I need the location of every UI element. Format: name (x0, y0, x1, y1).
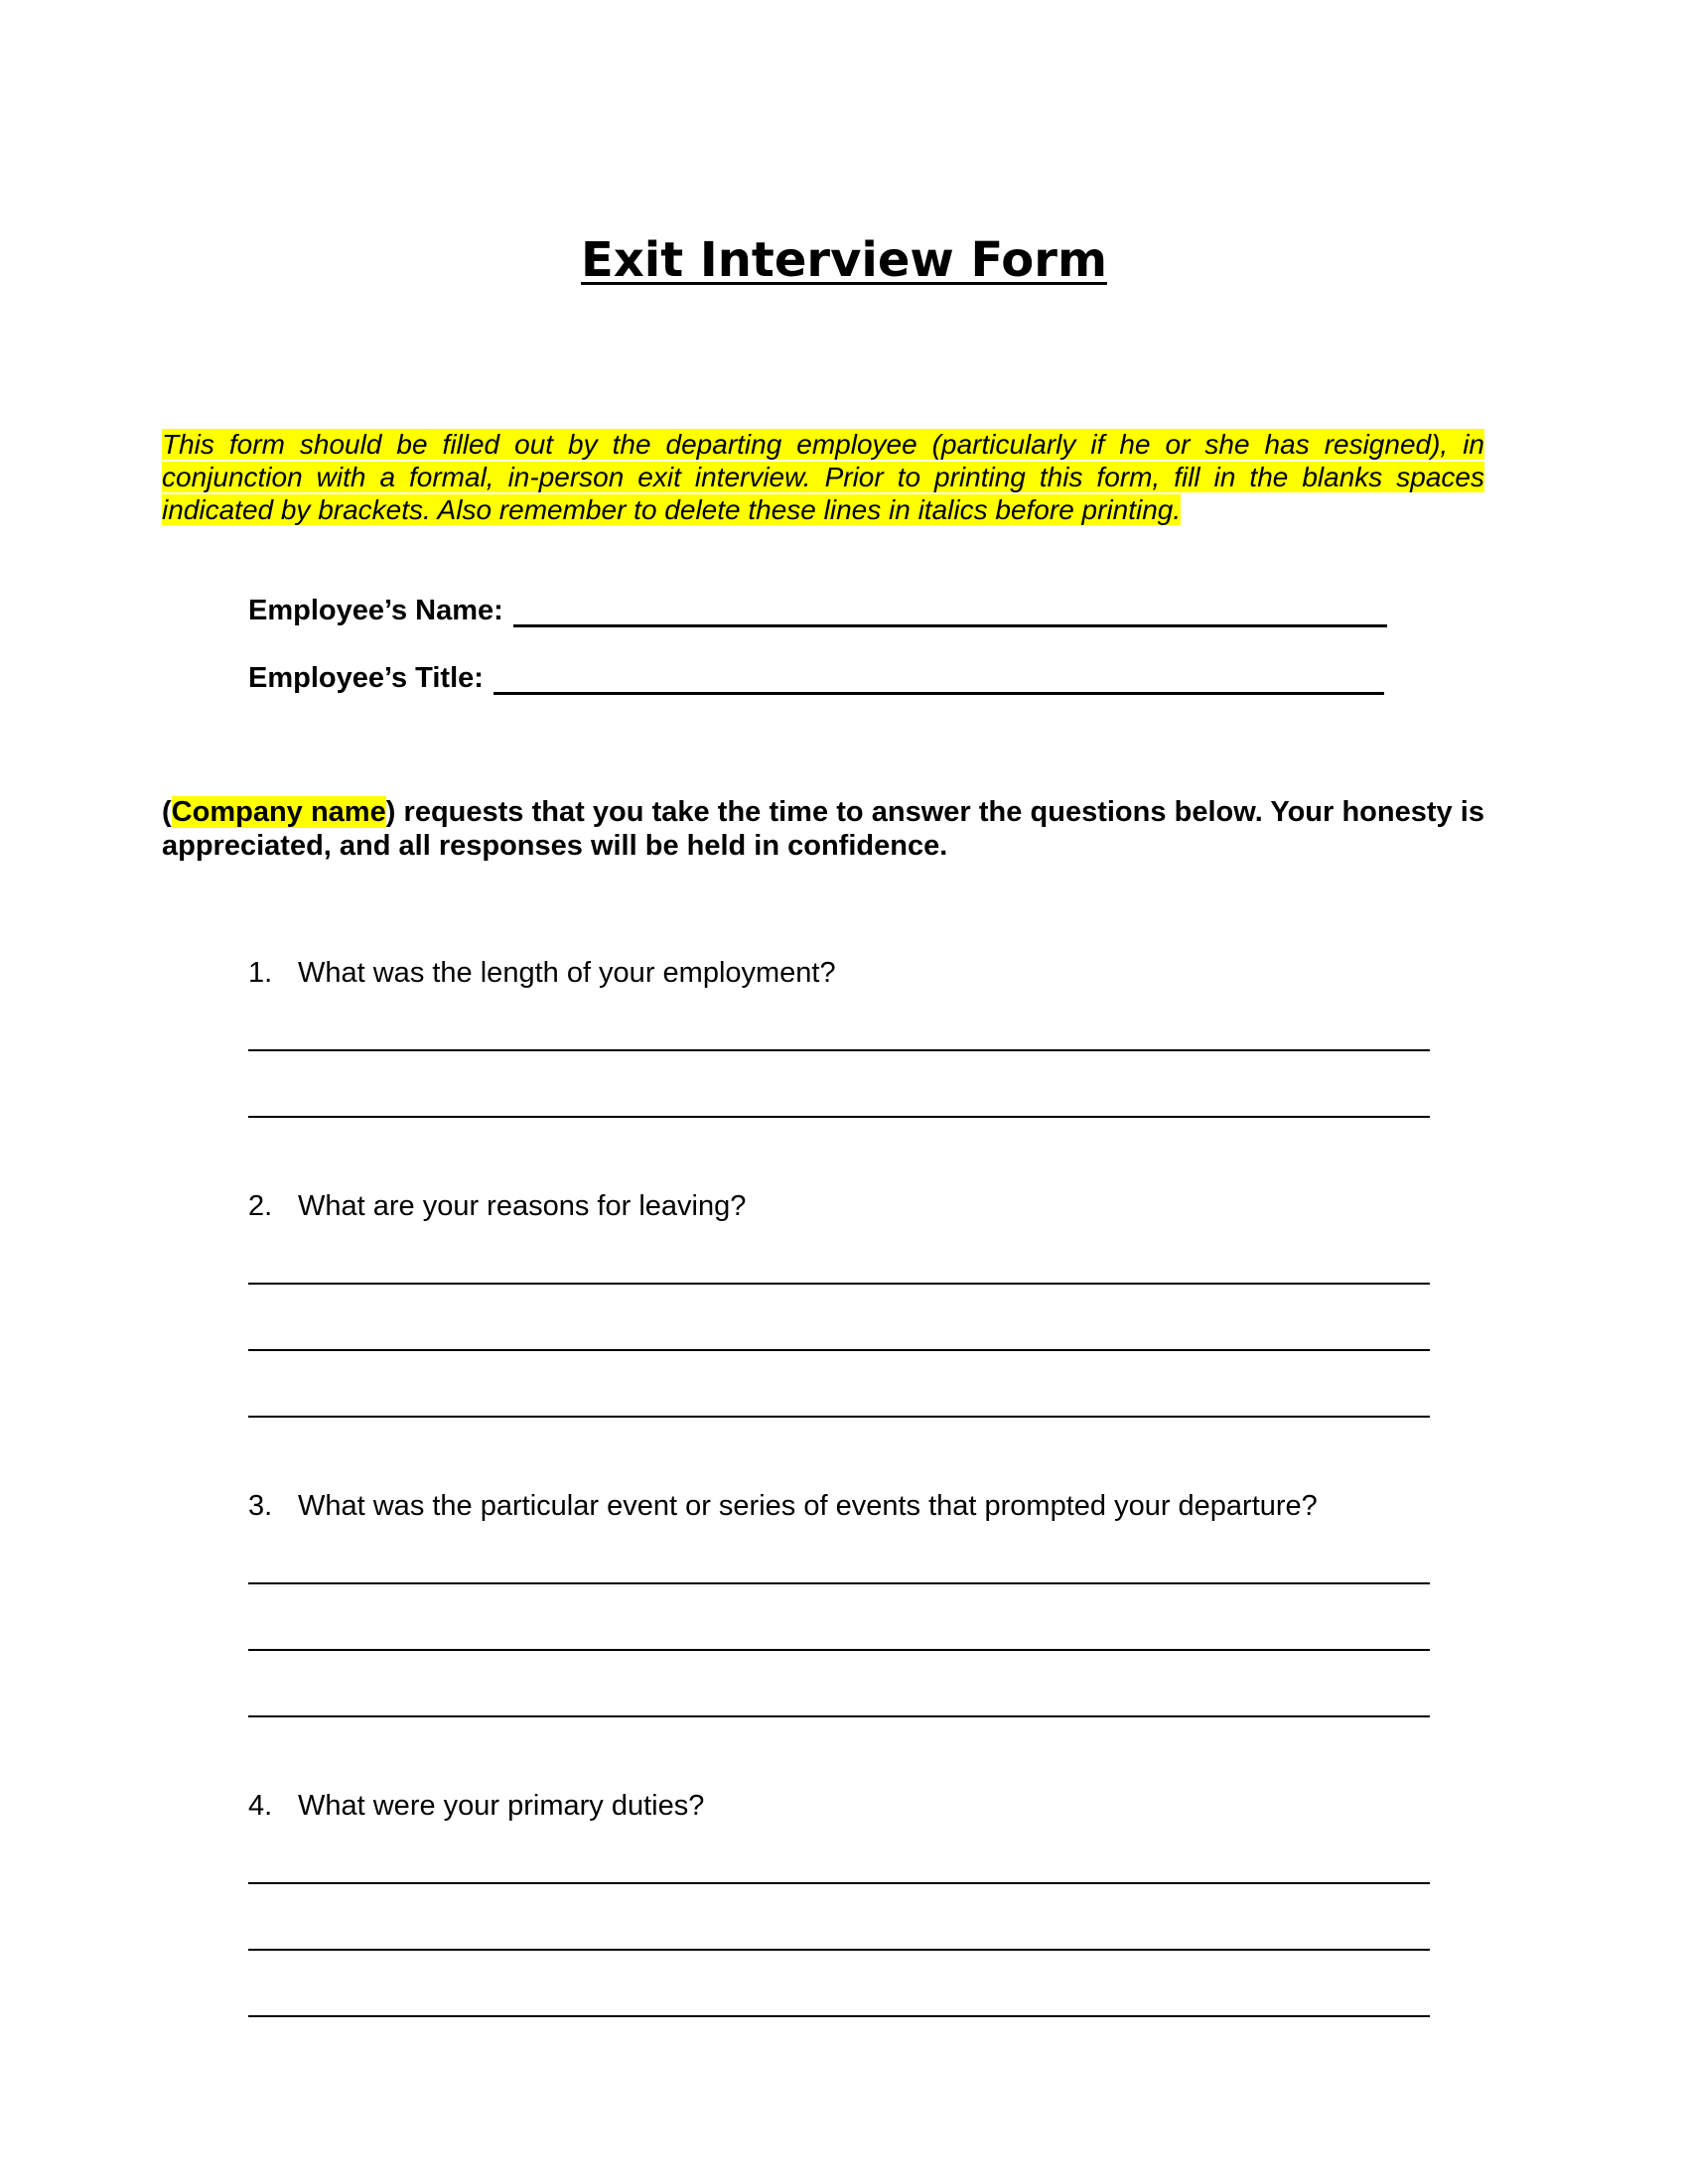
form-title: Exit Interview Form (581, 232, 1107, 288)
employee-title-row (248, 661, 1384, 695)
request-paragraph (162, 795, 1484, 863)
answer-line-2-2[interactable] (248, 1349, 1430, 1351)
employee-name-field[interactable] (513, 599, 1387, 627)
question-2 (248, 1189, 746, 1223)
question-number: 4. (248, 1790, 273, 1822)
employee-title-label: Employee’s Title: (248, 662, 484, 694)
employee-name-label: Employee’s Name: (248, 595, 503, 626)
question-text: What was the particular event or series of events that prompted your departure? (298, 1490, 1318, 1522)
company-name-placeholder: Company name (171, 796, 386, 828)
request-open-paren: ( (162, 796, 172, 828)
answer-line-3-1[interactable] (248, 1582, 1430, 1584)
answer-line-4-2[interactable] (248, 1949, 1430, 1951)
employee-name-row (248, 594, 1387, 627)
question-text: What was the length of your employment? (298, 957, 836, 989)
answer-line-4-1[interactable] (248, 1882, 1430, 1884)
question-text: What are your reasons for leaving? (298, 1190, 747, 1222)
question-1 (248, 956, 836, 990)
answer-line-3-2[interactable] (248, 1649, 1430, 1651)
answer-line-1-1[interactable] (248, 1049, 1430, 1051)
answer-line-2-1[interactable] (248, 1283, 1430, 1285)
question-4 (248, 1789, 704, 1823)
answer-line-2-3[interactable] (248, 1416, 1430, 1418)
request-text: ) requests that you take the time to answer the questions below. Your honesty is appreciated, and all responses will be held in confidence. (162, 796, 1484, 862)
question-number: 3. (248, 1490, 273, 1522)
answer-line-1-2[interactable] (248, 1116, 1430, 1118)
question-number: 2. (248, 1190, 273, 1222)
intro-text: This form should be filled out by the departing employee (particularly if he or she has resigned), in conjunction with a formal, in-person exit interview. Prior to printing this form, fill in the blanks spaces indicated by brackets. Also remember to delete these lines in italics before printing. (162, 429, 1484, 525)
question-3 (248, 1489, 1318, 1523)
question-text: What were your primary duties? (298, 1790, 705, 1822)
answer-line-4-3[interactable] (248, 2015, 1430, 2017)
answer-line-3-3[interactable] (248, 1715, 1430, 1717)
intro-instructions (162, 428, 1484, 526)
employee-title-field[interactable] (493, 666, 1384, 695)
question-number: 1. (248, 957, 273, 989)
